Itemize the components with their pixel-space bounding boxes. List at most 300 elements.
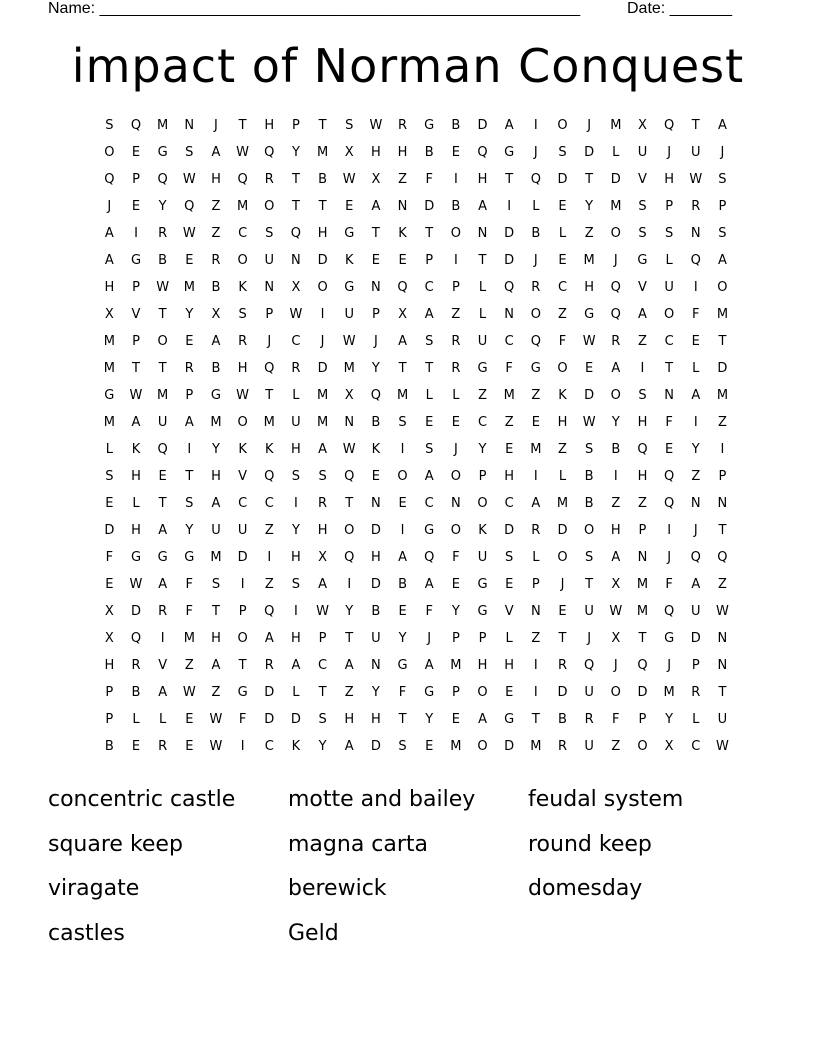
grid-letter: K xyxy=(238,280,247,295)
grid-letter: A xyxy=(371,199,381,214)
grid-letter: V xyxy=(504,604,514,619)
grid-letter: F xyxy=(505,361,513,376)
grid-letter: H xyxy=(584,280,595,295)
grid-letter: B xyxy=(584,496,594,511)
grid-letter: X xyxy=(104,604,114,619)
grid-letter: O xyxy=(450,226,461,241)
grid-letter: X xyxy=(611,577,621,592)
grid-letter: O xyxy=(610,226,621,241)
grid-letter: D xyxy=(237,550,248,565)
grid-letter: A xyxy=(717,253,727,268)
grid-letter: E xyxy=(398,604,407,619)
grid-letter: J xyxy=(427,631,432,646)
grid-letter: T xyxy=(318,199,327,214)
grid-letter: R xyxy=(611,334,621,349)
grid-letter: G xyxy=(504,712,515,727)
grid-letter: P xyxy=(665,199,674,214)
grid-letter: Q xyxy=(504,280,515,295)
grid-letter: W xyxy=(129,577,143,592)
grid-letter: K xyxy=(398,226,407,241)
grid-letter: S xyxy=(238,307,247,322)
grid-letter: Q xyxy=(663,604,675,619)
grid-letter: A xyxy=(691,388,701,403)
grid-letter: T xyxy=(398,361,407,376)
grid-letter: R xyxy=(184,361,194,376)
grid-letter: O xyxy=(237,631,248,646)
grid-letter: Q xyxy=(477,145,488,160)
grid-letter: I xyxy=(134,226,138,241)
grid-letter: M xyxy=(583,253,595,268)
grid-letter: T xyxy=(238,658,247,673)
grid-letter: T xyxy=(531,712,540,727)
grid-letter: N xyxy=(717,658,728,673)
grid-letter: P xyxy=(451,280,460,295)
grid-letter: I xyxy=(693,415,698,430)
grid-letter: M xyxy=(610,199,622,214)
grid-letter: X xyxy=(211,307,221,322)
grid-letter: U xyxy=(371,631,381,646)
grid-letter: M xyxy=(530,442,542,457)
grid-letter: Q xyxy=(264,361,275,376)
grid-letter: N xyxy=(690,226,701,241)
grid-letter: W xyxy=(182,685,196,700)
grid-row xyxy=(96,598,736,625)
grid-letter: H xyxy=(637,469,648,484)
grid-letter: I xyxy=(533,658,538,673)
grid-row xyxy=(96,517,736,544)
grid-letter: F xyxy=(452,550,460,565)
grid-letter: M xyxy=(450,658,462,673)
grid-letter: K xyxy=(131,442,141,457)
grid-letter: Q xyxy=(584,658,595,673)
grid-letter: T xyxy=(585,577,594,592)
grid-letter: L xyxy=(692,361,700,376)
grid-letter: M xyxy=(103,361,115,376)
grid-letter: Q xyxy=(530,334,541,349)
grid-letter: D xyxy=(557,172,568,187)
grid-letter: Z xyxy=(558,307,567,322)
grid-letter: Y xyxy=(211,442,220,457)
grid-letter: M xyxy=(636,577,649,592)
grid-letter: S xyxy=(505,550,514,565)
grid-letter: I xyxy=(160,631,165,646)
grid-letter: B xyxy=(611,442,621,457)
grid-letter: Z xyxy=(717,415,727,430)
grid-letter: E xyxy=(505,685,514,700)
grid-letter: O xyxy=(477,739,488,754)
grid-letter: O xyxy=(450,469,461,484)
grid-letter: K xyxy=(371,442,381,457)
grid-letter: O xyxy=(264,199,275,214)
grid-letter: U xyxy=(477,550,488,565)
grid-letter: Q xyxy=(397,280,408,295)
grid-letter: H xyxy=(610,523,621,538)
grid-letter: L xyxy=(478,307,487,322)
grid-letter: S xyxy=(105,469,114,484)
grid-letter: W xyxy=(156,280,170,295)
grid-letter: I xyxy=(693,280,698,295)
grid-letter: A xyxy=(611,361,621,376)
grid-letter: F xyxy=(185,604,194,619)
grid-letter: R xyxy=(131,658,141,673)
grid-letter: G xyxy=(504,145,515,160)
grid-letter: A xyxy=(318,442,328,457)
grid-letter: T xyxy=(371,226,380,241)
grid-letter: K xyxy=(344,253,354,268)
grid-letter: Q xyxy=(130,118,142,133)
grid-letter: T xyxy=(185,469,194,484)
grid-letter: P xyxy=(132,280,140,295)
grid-letter: Y xyxy=(185,307,194,322)
grid-letter: T xyxy=(265,388,274,403)
grid-letter: D xyxy=(610,172,621,187)
grid-letter: E xyxy=(185,712,194,727)
grid-letter: Y xyxy=(371,685,380,700)
grid-letter: S xyxy=(318,712,327,727)
grid-letter: M xyxy=(530,739,542,754)
word-list-item: Geld xyxy=(288,920,339,946)
grid-letter: D xyxy=(317,253,328,268)
grid-letter: A xyxy=(691,577,701,592)
grid-letter: O xyxy=(584,523,595,538)
grid-letter: Q xyxy=(344,550,355,565)
grid-letter: E xyxy=(451,145,460,160)
grid-letter: I xyxy=(187,442,192,457)
grid-letter: U xyxy=(637,145,648,160)
grid-letter: E xyxy=(558,199,567,214)
grid-letter: A xyxy=(104,253,114,268)
grid-letter: O xyxy=(237,415,248,430)
grid-letter: O xyxy=(450,523,461,538)
grid-letter: P xyxy=(451,685,460,700)
grid-letter: B xyxy=(318,172,328,187)
grid-letter: W xyxy=(369,118,383,133)
grid-letter: R xyxy=(291,361,301,376)
grid-letter: P xyxy=(718,199,727,214)
grid-letter: E xyxy=(185,739,194,754)
grid-letter: D xyxy=(504,739,515,754)
grid-letter: E xyxy=(425,415,434,430)
grid-letter: E xyxy=(105,496,114,511)
grid-row xyxy=(96,355,736,382)
grid-letter: M xyxy=(183,631,195,646)
grid-letter: N xyxy=(371,658,381,673)
grid-letter: B xyxy=(211,280,221,295)
grid-letter: A xyxy=(264,631,274,646)
grid-letter: O xyxy=(344,523,355,538)
grid-letter: U xyxy=(477,334,488,349)
grid-letter: E xyxy=(185,253,194,268)
grid-letter: C xyxy=(504,496,514,511)
grid-letter: M xyxy=(210,550,222,565)
grid-letter: A xyxy=(158,577,168,592)
grid-letter: K xyxy=(238,442,247,457)
grid-letter: F xyxy=(425,172,433,187)
grid-letter: H xyxy=(237,361,248,376)
grid-letter: Q xyxy=(637,658,648,673)
grid-letter: D xyxy=(690,631,701,646)
grid-letter: P xyxy=(132,334,140,349)
grid-letter: P xyxy=(638,712,647,727)
grid-letter: N xyxy=(504,307,515,322)
grid-letter: J xyxy=(587,118,592,133)
grid-letter: J xyxy=(667,658,672,673)
grid-letter: Z xyxy=(211,199,221,214)
grid-letter: W xyxy=(582,334,596,349)
grid-letter: Y xyxy=(585,199,594,214)
grid-letter: H xyxy=(131,523,141,538)
grid-letter: W xyxy=(182,172,196,187)
grid-letter: Y xyxy=(665,712,674,727)
grid-letter: U xyxy=(157,415,168,430)
grid-letter: N xyxy=(530,604,541,619)
grid-letter: A xyxy=(318,577,328,592)
grid-row xyxy=(96,652,736,679)
grid-row xyxy=(96,463,736,490)
grid-letter: F xyxy=(398,685,407,700)
grid-letter: Q xyxy=(157,442,168,457)
grid-letter: I xyxy=(507,199,512,214)
grid-letter: L xyxy=(665,253,673,268)
grid-letter: Z xyxy=(691,469,701,484)
grid-letter: R xyxy=(691,685,701,700)
grid-letter: X xyxy=(664,739,674,754)
grid-letter: D xyxy=(504,226,515,241)
grid-letter: A xyxy=(344,658,354,673)
grid-letter: N xyxy=(264,280,275,295)
grid-letter: Q xyxy=(264,469,275,484)
grid-letter: M xyxy=(157,388,169,403)
grid-letter: Y xyxy=(398,631,407,646)
grid-letter: L xyxy=(692,712,700,727)
grid-letter: Z xyxy=(451,307,461,322)
grid-letter: J xyxy=(613,253,618,268)
grid-letter: L xyxy=(532,199,540,214)
grid-letter: P xyxy=(318,631,327,646)
grid-letter: M xyxy=(610,118,622,133)
grid-letter: A xyxy=(478,199,487,214)
grid-letter: T xyxy=(291,172,300,187)
grid-letter: M xyxy=(716,307,729,322)
grid-letter: X xyxy=(398,307,407,322)
grid-letter: L xyxy=(292,388,300,403)
grid-letter: W xyxy=(609,604,623,619)
grid-letter: R xyxy=(211,253,221,268)
grid-letter: G xyxy=(477,577,488,592)
grid-letter: S xyxy=(638,199,647,214)
grid-letter: Z xyxy=(478,388,487,403)
grid-letter: A xyxy=(211,145,221,160)
grid-letter: E xyxy=(451,712,460,727)
grid-letter: S xyxy=(585,550,594,565)
grid-letter: D xyxy=(370,739,381,754)
grid-letter: G xyxy=(104,388,115,403)
grid-letter: H xyxy=(264,118,275,133)
grid-letter: R xyxy=(557,658,567,673)
grid-letter: N xyxy=(477,226,488,241)
grid-letter: I xyxy=(294,604,298,619)
grid-letter: O xyxy=(637,739,648,754)
grid-letter: A xyxy=(531,496,541,511)
grid-letter: E xyxy=(345,199,354,214)
grid-letter: T xyxy=(318,685,327,700)
grid-letter: Y xyxy=(451,604,460,619)
grid-letter: E xyxy=(371,469,380,484)
grid-letter: E xyxy=(131,145,141,160)
grid-letter: L xyxy=(132,712,140,727)
grid-letter: M xyxy=(103,415,115,430)
grid-letter: Z xyxy=(584,226,594,241)
grid-letter: U xyxy=(584,739,594,754)
grid-letter: S xyxy=(638,388,647,403)
grid-letter: Q xyxy=(157,172,168,187)
grid-letter: Z xyxy=(717,577,727,592)
grid-letter: H xyxy=(317,226,328,241)
grid-letter: B xyxy=(451,199,461,214)
grid-letter: D xyxy=(370,523,381,538)
grid-letter: H xyxy=(504,658,515,673)
grid-letter: R xyxy=(691,199,701,214)
grid-letter: N xyxy=(690,496,701,511)
grid-letter: N xyxy=(291,253,301,268)
grid-letter: W xyxy=(342,442,356,457)
grid-letter: G xyxy=(130,253,142,268)
grid-letter: G xyxy=(184,550,195,565)
grid-letter: N xyxy=(184,118,195,133)
grid-letter: P xyxy=(478,631,487,646)
grid-letter: E xyxy=(451,577,460,592)
grid-letter: S xyxy=(185,496,194,511)
grid-letter: X xyxy=(104,307,114,322)
grid-letter: G xyxy=(424,523,435,538)
grid-letter: J xyxy=(373,334,378,349)
grid-letter: G xyxy=(424,685,435,700)
grid-letter: J xyxy=(587,631,592,646)
grid-letter: Q xyxy=(264,604,275,619)
grid-letter: V xyxy=(131,307,141,322)
grid-letter: J xyxy=(533,145,538,160)
grid-letter: E xyxy=(451,415,460,430)
grid-letter: J xyxy=(267,334,272,349)
grid-letter: Q xyxy=(264,145,275,160)
grid-letter: T xyxy=(638,631,647,646)
grid-row xyxy=(96,274,736,301)
grid-letter: A xyxy=(131,415,141,430)
grid-letter: N xyxy=(450,496,461,511)
grid-letter: F xyxy=(692,307,700,322)
grid-letter: L xyxy=(612,145,620,160)
grid-letter: N xyxy=(717,631,728,646)
grid-letter: I xyxy=(667,523,672,538)
grid-letter: A xyxy=(424,658,434,673)
grid-letter: M xyxy=(263,415,275,430)
grid-letter: R xyxy=(264,172,274,187)
grid-letter: P xyxy=(105,712,114,727)
grid-letter: M xyxy=(316,388,329,403)
grid-letter: E xyxy=(105,577,114,592)
grid-letter: J xyxy=(667,550,672,565)
grid-letter: Q xyxy=(130,631,142,646)
grid-letter: J xyxy=(320,334,325,349)
grid-letter: C xyxy=(557,280,568,295)
grid-letter: L xyxy=(292,685,300,700)
grid-letter: H xyxy=(371,145,381,160)
grid-letter: D xyxy=(557,523,568,538)
grid-letter: B xyxy=(584,469,594,484)
grid-letter: F xyxy=(665,415,673,430)
grid-letter: M xyxy=(663,685,675,700)
grid-letter: N xyxy=(637,550,648,565)
grid-letter: L xyxy=(425,388,433,403)
grid-letter: G xyxy=(130,550,142,565)
grid-letter: J xyxy=(720,145,725,160)
grid-letter: O xyxy=(237,253,248,268)
grid-letter: Q xyxy=(717,550,728,565)
grid-letter: O xyxy=(557,550,568,565)
grid-letter: O xyxy=(397,469,408,484)
grid-letter: W xyxy=(209,712,223,727)
grid-letter: X xyxy=(371,172,381,187)
grid-letter: W xyxy=(289,307,303,322)
grid-letter: D xyxy=(584,388,595,403)
grid-letter: I xyxy=(720,442,725,457)
grid-row xyxy=(96,382,736,409)
grid-row xyxy=(96,328,736,355)
grid-letter: R xyxy=(264,658,274,673)
grid-letter: M xyxy=(316,145,329,160)
grid-letter: E xyxy=(691,334,700,349)
grid-letter: M xyxy=(157,118,169,133)
grid-letter: V xyxy=(158,658,168,673)
grid-letter: E xyxy=(185,334,194,349)
grid-letter: A xyxy=(398,334,407,349)
grid-row xyxy=(96,733,736,760)
grid-letter: E xyxy=(398,253,407,268)
grid-letter: D xyxy=(504,253,515,268)
word-list-item: square keep xyxy=(48,831,183,857)
grid-letter: X xyxy=(344,388,354,403)
grid-letter: R xyxy=(584,712,594,727)
grid-letter: L xyxy=(558,469,567,484)
grid-letter: I xyxy=(533,469,538,484)
grid-letter: S xyxy=(425,334,434,349)
grid-letter: D xyxy=(557,685,568,700)
grid-letter: I xyxy=(320,307,325,322)
grid-letter: H xyxy=(637,415,648,430)
grid-letter: R xyxy=(531,523,541,538)
grid-letter: S xyxy=(398,415,407,430)
grid-letter: A xyxy=(211,658,221,673)
grid-letter: Y xyxy=(425,712,434,727)
grid-letter: U xyxy=(291,415,301,430)
grid-letter: I xyxy=(533,685,538,700)
grid-letter: I xyxy=(347,577,352,592)
grid-letter: O xyxy=(610,685,621,700)
grid-letter: O xyxy=(104,145,115,160)
grid-letter: Z xyxy=(211,226,221,241)
grid-letter: T xyxy=(505,172,514,187)
grid-letter: I xyxy=(400,442,405,457)
grid-letter: F xyxy=(612,712,620,727)
grid-letter: S xyxy=(398,739,407,754)
grid-letter: I xyxy=(453,172,458,187)
grid-letter: P xyxy=(451,631,460,646)
grid-letter: N xyxy=(344,415,355,430)
grid-letter: I xyxy=(267,550,272,565)
grid-letter: E xyxy=(531,415,540,430)
date-field-label: Date: _______ xyxy=(627,0,732,17)
grid-letter: H xyxy=(211,172,221,187)
